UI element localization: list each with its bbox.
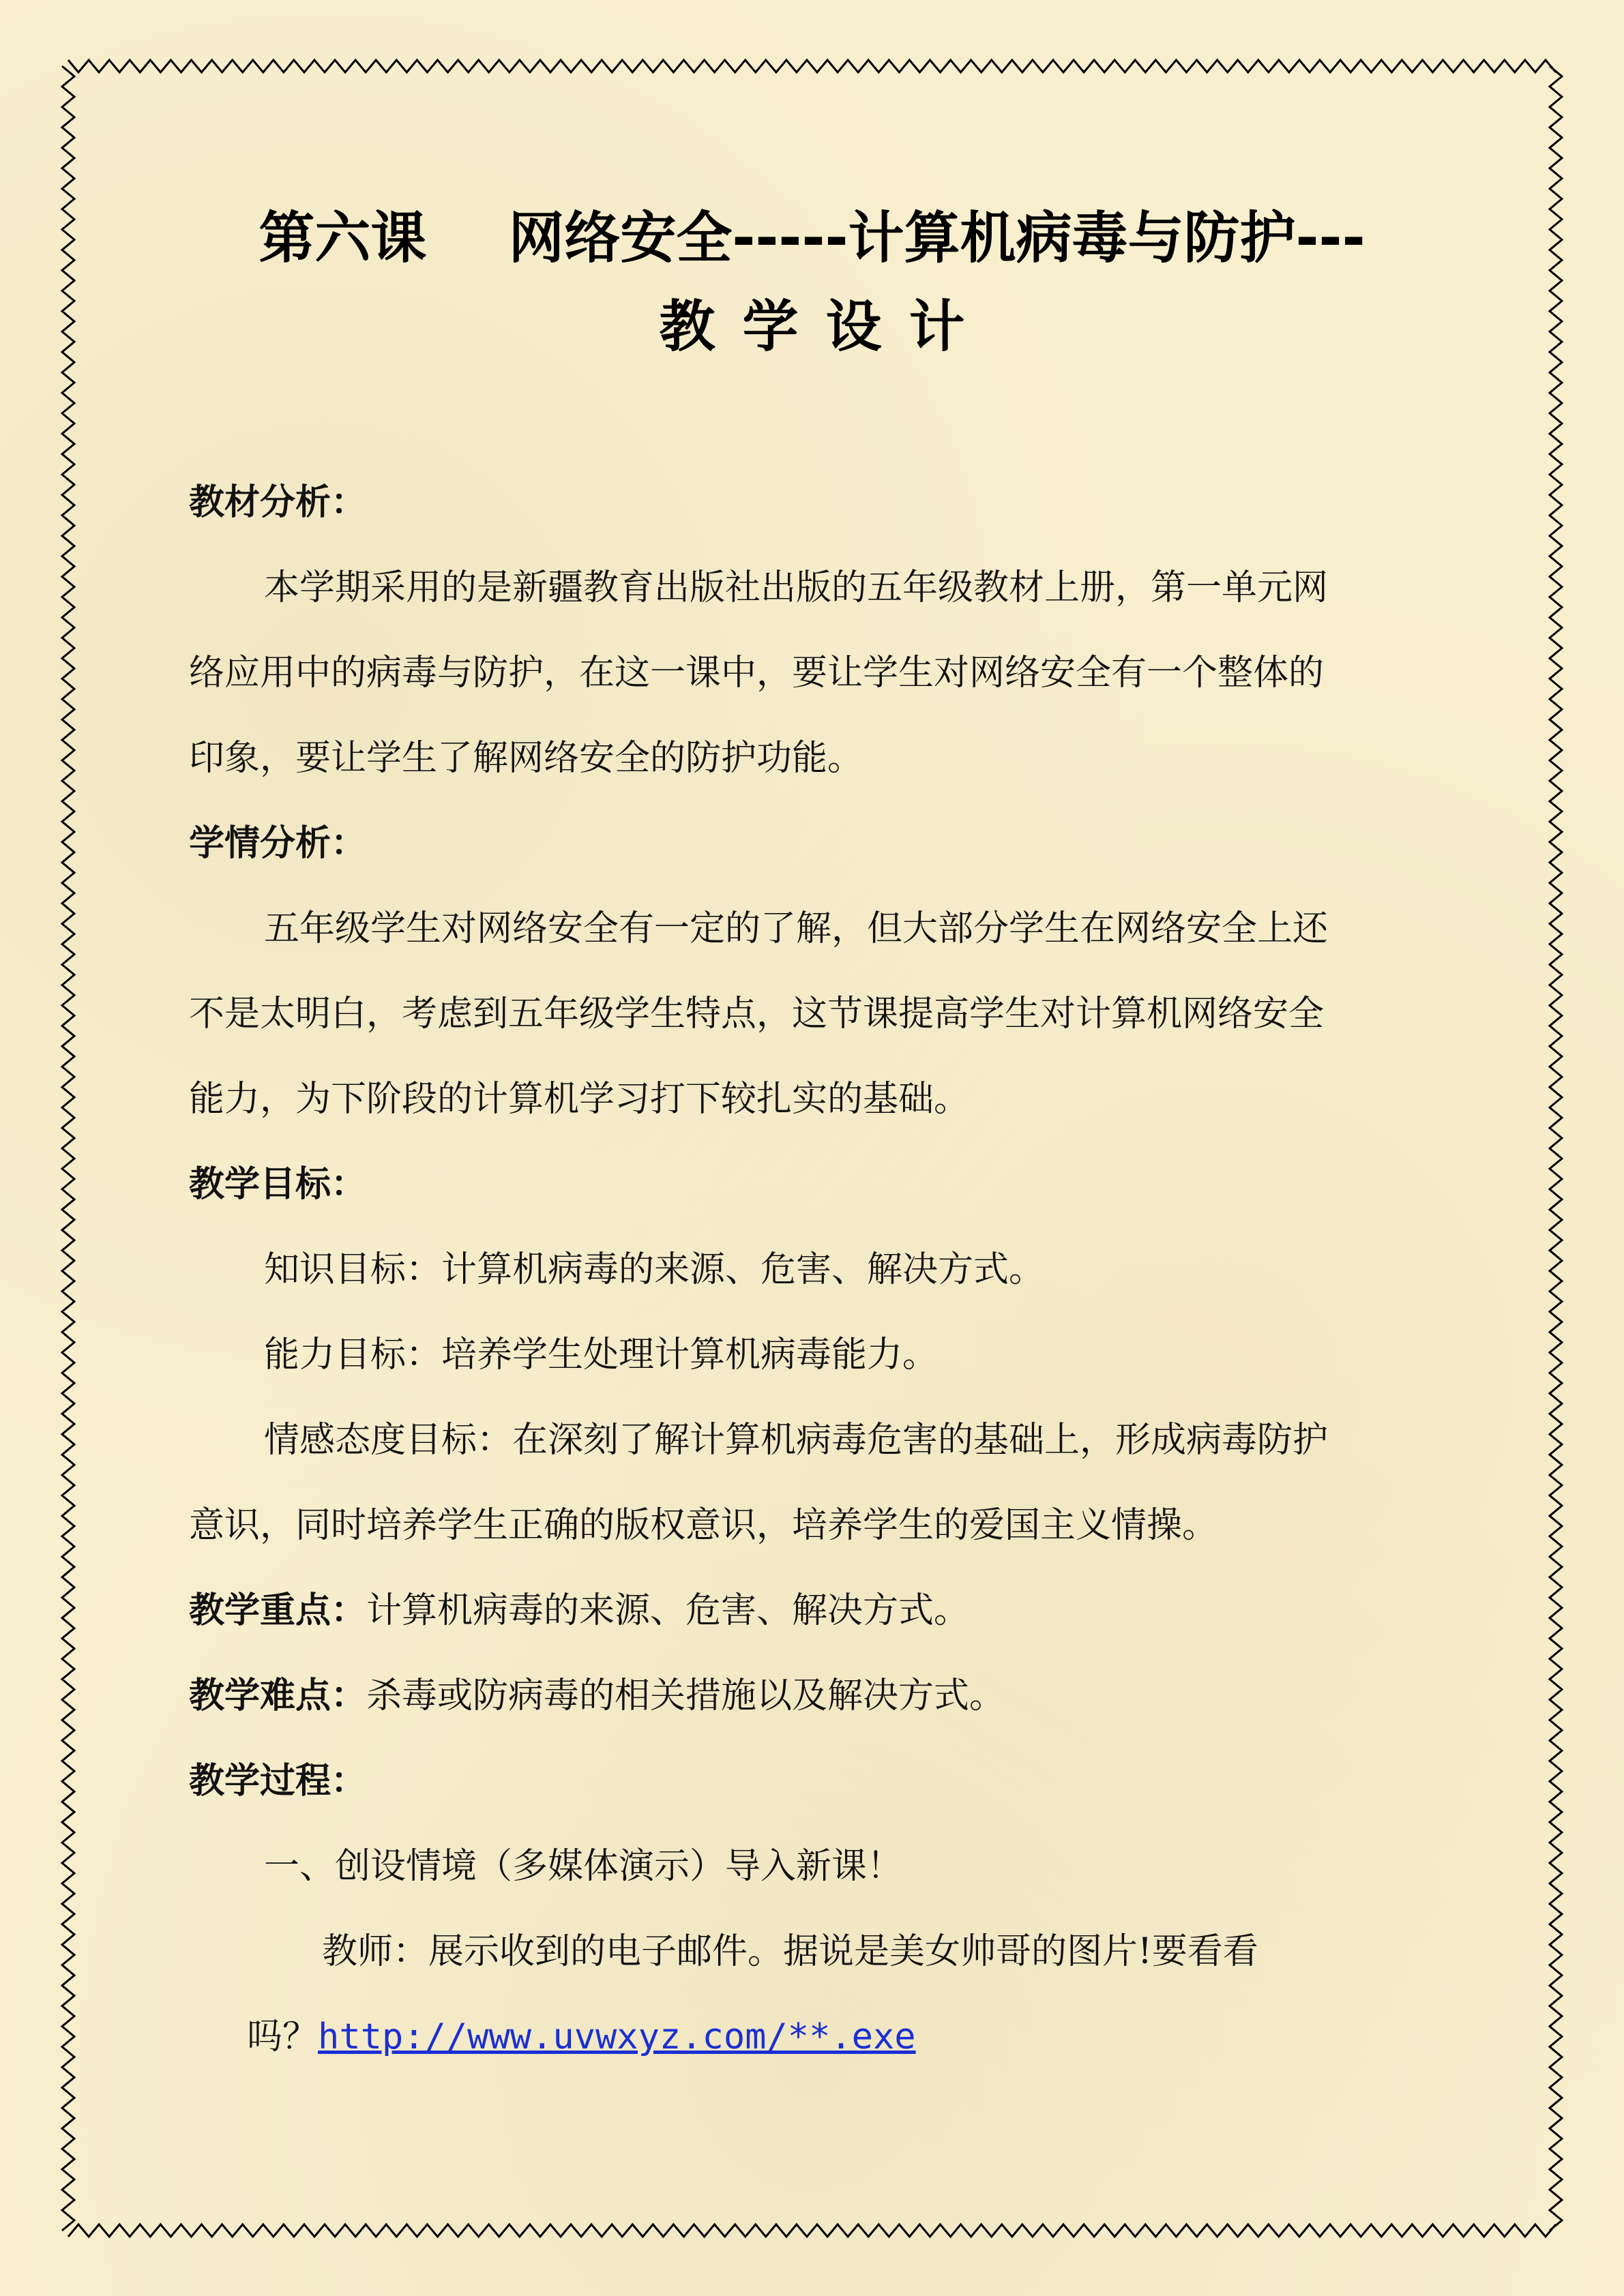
- goal-emotion-line1: 情感态度目标：在深刻了解计算机病毒危害的基础上，形成病毒防护: [264, 1420, 1329, 1461]
- student-paragraph-line3: 能力，为下阶段的计算机学习打下较扎实的基础。: [189, 1079, 970, 1120]
- teacher-line2: [189, 1995, 1410, 2080]
- goal-knowledge: 知识目标：计算机病毒的来源、危害、解决方式。: [264, 1249, 1045, 1290]
- student-paragraph-line1: 五年级学生对网络安全有一定的了解，但大部分学生在网络安全上还: [264, 908, 1329, 949]
- process-step-1: 一、创设情境（多媒体演示）导入新课！: [264, 1846, 903, 1887]
- teacher-line1: 教师：展示收到的电子邮件。据说是美女帅哥的图片!要看看: [322, 1931, 1258, 1972]
- section-heading-student: 学情分析：: [189, 823, 367, 864]
- difficulty-text: 杀毒或防病毒的相关措施以及解决方式。: [366, 1675, 1005, 1716]
- title-topic: 网络安全-----计算机病毒与防护---: [508, 206, 1365, 271]
- suspicious-link[interactable]: http://www.uvwxyz.com/**.exe: [318, 2016, 916, 2057]
- zigzag-border-segment: [1550, 66, 1562, 2231]
- difficulty-point: [189, 1654, 1410, 1739]
- student-paragraph-line2: 不是太明白，考虑到五年级学生特点，这节课提高学生对计算机网络安全: [189, 994, 1325, 1034]
- section-heading-material: 教材分析：: [189, 482, 367, 523]
- teacher-line2-prefix: 吗？: [247, 2016, 319, 2057]
- zigzag-border-segment: [68, 2224, 1556, 2237]
- key-point-heading: 教学重点：: [189, 1590, 367, 1631]
- key-point-text: 计算机病毒的来源、危害、解决方式。: [366, 1590, 970, 1631]
- material-paragraph-line1: 本学期采用的是新疆教育出版社出版的五年级教材上册，第一单元网: [264, 567, 1329, 608]
- material-paragraph-line2: 络应用中的病毒与防护，在这一课中，要让学生对网络安全有一个整体的: [189, 653, 1325, 694]
- zigzag-border-segment: [62, 66, 74, 2231]
- document-title: [0, 205, 1624, 273]
- goal-emotion-line2: 意识，同时培养学生正确的版权意识，培养学生的爱国主义情操。: [189, 1505, 1218, 1546]
- section-heading-process: 教学过程：: [189, 1761, 367, 1802]
- difficulty-heading: 教学难点：: [189, 1675, 367, 1716]
- document-body: [189, 460, 1410, 2080]
- document-subtitle: 教学设计: [659, 295, 992, 359]
- goal-ability: 能力目标：培养学生处理计算机病毒能力。: [264, 1335, 939, 1375]
- material-paragraph-line3: 印象，要让学生了解网络安全的防护功能。: [189, 738, 863, 779]
- section-heading-goals: 教学目标：: [189, 1164, 367, 1205]
- key-point: [189, 1568, 1410, 1654]
- zigzag-border-segment: [68, 60, 1556, 72]
- title-lesson-number: 第六课: [259, 206, 427, 271]
